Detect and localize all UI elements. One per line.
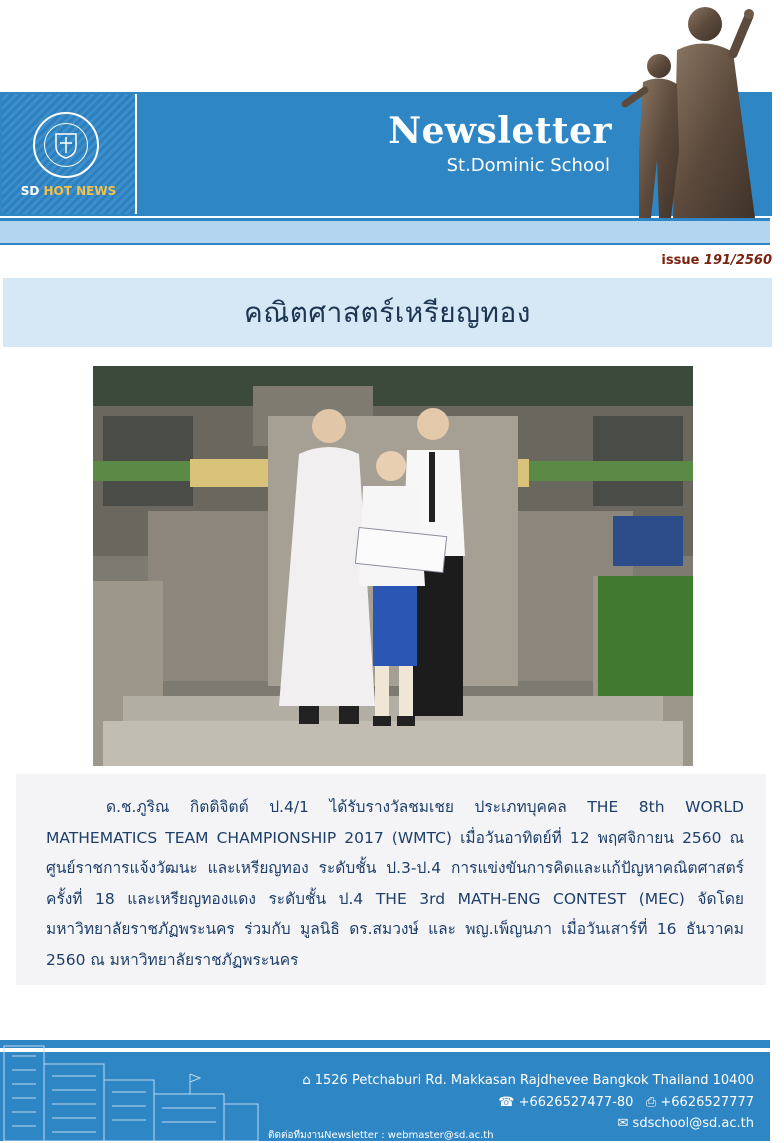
school-logo-icon <box>33 112 99 178</box>
hot-news-label: SD HOT NEWS <box>20 184 117 198</box>
school-building-image <box>0 1034 280 1141</box>
fax-icon: ⎙ <box>645 1095 657 1110</box>
article-title: คณิตศาสตร์เหรียญทอง <box>244 295 531 329</box>
footer-phone-fax <box>284 1095 754 1110</box>
article-title-box <box>3 278 772 347</box>
issue-number: issue 191/2560 <box>661 253 772 268</box>
header-sub-band <box>0 218 770 245</box>
newsletter-title: Newsletter <box>388 110 612 152</box>
footer-phone: +6626527477-80 <box>518 1095 634 1110</box>
article-body: ด.ช.ภูริณ กิตติจิตต์ ป.4/1 ได้รับรางวัลชมเชย ประเภทบุคคล THE 8th WORLD MATHEMATICS TEAM CHAMPIONSHIP 2017 (WMTC) เมื่อวันอาทิตย์ที่ 12 พฤศจิกายน 2560 ณ ศูนย์ราชการแจ้งวัฒนะ และเหรียญทอง ระดับชั้น ป.3-ป.4 การแข่งขันการคิดและแก้ปัญหาคณิตศาสตร์ ครั้งที่ 18 และเหรียญทองแดง ระดับชั้น ป.4 THE 3rd MATH-ENG CONTEST (MEC) จัดโดยมหาวิทยาลัยราชภัฏพระนคร ร่วมกับ มูลนิธิ ดร.สมวงษ์ และ พญ.เพ็ญนภา เมื่อวันเสาร์ที่ 16 ธันวาคม 2560 ณ มหาวิทยาลัยราชภัฏพระนคร <box>46 798 744 969</box>
mail-icon: ✉ <box>617 1116 629 1131</box>
footer-fax: +6626527777 <box>660 1095 754 1110</box>
phone-icon: ☎ <box>498 1095 515 1110</box>
footer-email[interactable]: ✉ sdschool@sd.ac.th <box>617 1116 754 1131</box>
school-name: St.Dominic School <box>446 155 610 176</box>
home-icon: ⌂ <box>302 1073 311 1088</box>
statue-image <box>615 0 784 218</box>
footer-contact: ติดต่อทีมงานNewsletter : webmaster@sd.ac.th <box>268 1130 494 1141</box>
award-photo <box>93 366 693 766</box>
footer-address: ⌂ 1526 Petchaburi Rd. Makkasan Rajdhevee Bangkok Thailand 10400 <box>302 1073 754 1088</box>
